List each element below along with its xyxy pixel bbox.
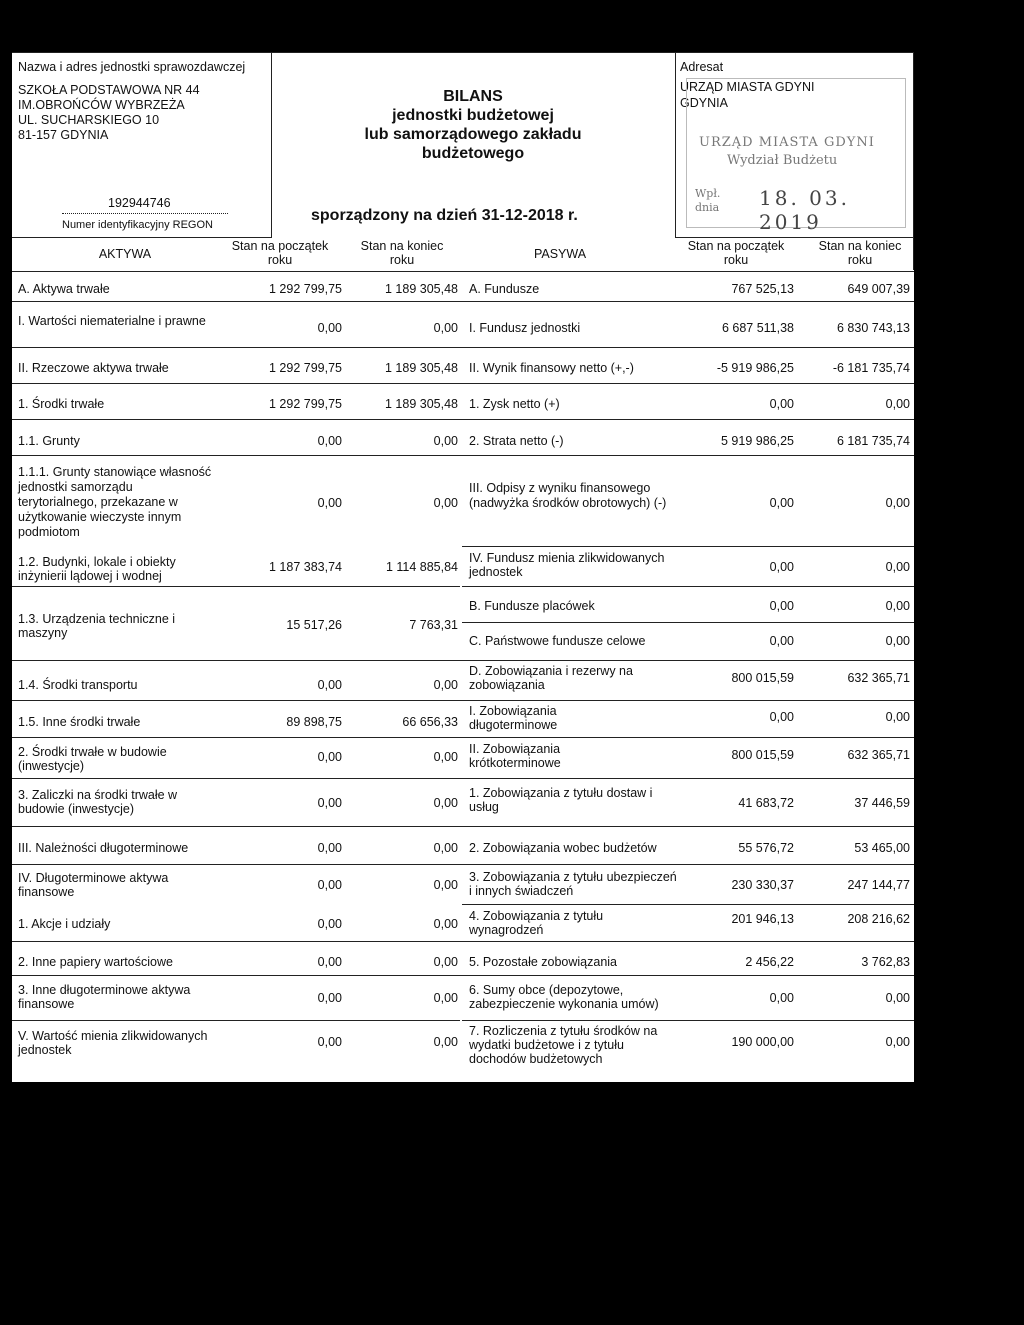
asset-end: 1 189 305,48 (385, 397, 458, 411)
row-separator (462, 904, 914, 905)
row-separator (12, 419, 914, 420)
asset-start: 1 292 799,75 (269, 282, 342, 296)
row-separator (12, 347, 914, 348)
liability-label: 1. Zobowiązania z tytułu dostaw i usług (469, 786, 653, 814)
asset-end: 0,00 (433, 496, 458, 510)
frame-top-line (12, 52, 914, 53)
asset-label: 3. Zaliczki na środki trwałe w budowie (inwestycje) (18, 788, 178, 816)
asset-label: II. Rzeczowe aktywa trwałe (18, 361, 169, 375)
row-separator (12, 1020, 460, 1021)
liability-end: -6 181 735,74 (832, 361, 910, 375)
addressee-label: Adresat (680, 60, 724, 74)
asset-start: 0,00 (317, 750, 342, 764)
document-subtitle-line1: jednostki budżetowej (392, 107, 554, 124)
asset-end: 0,00 (433, 678, 458, 692)
regon-dotted-line (62, 213, 228, 214)
liability-start: 767 525,13 (731, 282, 794, 296)
stamp-handwritten-date: 18. 03. 2019 (759, 186, 850, 234)
asset-label: A. Aktywa trwałe (18, 282, 110, 296)
asset-end: 1 189 305,48 (385, 282, 458, 296)
addressee-city: GDYNIA (680, 96, 728, 110)
liability-label: III. Odpisy z wyniku finansowego (nadwyżka środków obrotowych) (-) (469, 481, 667, 510)
asset-label: 1.1. Grunty (18, 434, 80, 448)
asset-start: 1 292 799,75 (269, 361, 342, 375)
aktywa-start-header: Stan na początek roku (231, 239, 329, 267)
row-separator (12, 975, 914, 976)
stamp-department: Wydział Budżetu (727, 153, 838, 168)
asset-end: 66 656,33 (402, 715, 458, 729)
row-separator (462, 546, 914, 547)
liability-start: 0,00 (769, 991, 794, 1005)
liability-end: 0,00 (885, 560, 910, 574)
liability-start: 0,00 (769, 496, 794, 510)
row-separator (12, 826, 914, 827)
liability-end: 37 446,59 (854, 796, 910, 810)
liability-end: 0,00 (885, 991, 910, 1005)
received-stamp (686, 78, 906, 234)
liability-start: 55 576,72 (738, 841, 794, 855)
asset-end: 1 189 305,48 (385, 361, 458, 375)
liability-start: 0,00 (769, 560, 794, 574)
document-subtitle-line2: lub samorządowego zakładu (364, 126, 582, 143)
asset-label: 1. Środki trwałe (18, 397, 105, 411)
regon-label: Numer identyfikacyjny REGON (62, 219, 213, 231)
liability-label: I. Fundusz jednostki (469, 321, 581, 335)
asset-start: 0,00 (317, 321, 342, 335)
liability-start: 0,00 (769, 599, 794, 613)
asset-end: 0,00 (433, 878, 458, 892)
asset-end: 0,00 (433, 917, 458, 931)
pasywa-start-header: Stan na początek roku (687, 239, 785, 267)
asset-end: 0,00 (433, 1035, 458, 1049)
liability-end: 208 216,62 (847, 912, 910, 926)
header-separator-line-right (676, 237, 914, 238)
frame-divider-right (675, 52, 676, 238)
liability-label: 1. Zysk netto (+) (469, 397, 560, 411)
pasywa-header: PASYWA (533, 247, 587, 261)
row-separator (12, 586, 460, 587)
liability-label: 5. Pozostałe zobowiązania (469, 955, 618, 969)
liability-label: C. Państwowe fundusze celowe (469, 634, 646, 648)
liability-label: D. Zobowiązania i rezerwy na zobowiązania (469, 664, 633, 692)
row-separator (12, 301, 914, 302)
entity-label: Nazwa i adres jednostki sprawozdawczej (18, 60, 246, 74)
asset-start: 15 517,26 (286, 618, 342, 632)
liability-start: 201 946,13 (731, 912, 794, 926)
frame-divider-left (271, 52, 272, 238)
pasywa-end-header: Stan na koniec roku (818, 239, 902, 267)
asset-label: 1.3. Urządzenia techniczne i maszyny (18, 612, 176, 640)
asset-end: 0,00 (433, 434, 458, 448)
liability-start: 800 015,59 (731, 671, 794, 685)
liability-start: 190 000,00 (731, 1035, 794, 1049)
liability-start: 0,00 (769, 397, 794, 411)
addressee-name: URZĄD MIASTA GDYNI (680, 80, 815, 94)
asset-label: 1.1.1. Grunty stanowiące własność jednostki samorządu terytorialnego, przekazane w użytkowanie wieczyste innym podmiotom (18, 465, 212, 539)
asset-label: I. Wartości niematerialne i prawne (18, 314, 206, 328)
liability-end: 6 830 743,13 (837, 321, 910, 335)
aktywa-header: AKTYWA (98, 247, 152, 261)
row-separator (12, 383, 914, 384)
asset-start: 0,00 (317, 841, 342, 855)
row-separator (12, 864, 914, 865)
liability-end: 3 762,83 (861, 955, 910, 969)
entity-name-line2: IM.OBROŃCÓW WYBRZEŻA (18, 98, 185, 112)
liability-end: 632 365,71 (847, 748, 910, 762)
asset-start: 0,00 (317, 1035, 342, 1049)
entity-name-line1: SZKOŁA PODSTAWOWA NR 44 (18, 83, 200, 97)
asset-label: 2. Inne papiery wartościowe (18, 955, 173, 969)
aktywa-end-header: Stan na koniec roku (360, 239, 444, 267)
liability-end: 0,00 (885, 397, 910, 411)
header-separator-line (12, 237, 272, 238)
stamp-office-name: URZĄD MIASTA GDYNI (699, 135, 875, 150)
liability-end: 0,00 (885, 710, 910, 724)
liability-start: 230 330,37 (731, 878, 794, 892)
liability-label: 4. Zobowiązania z tytułu wynagrodzeń (469, 909, 604, 937)
row-separator (12, 455, 914, 456)
liability-label: 2. Zobowiązania wobec budżetów (469, 841, 657, 855)
liability-label: IV. Fundusz mienia zlikwidowanych jednostek (469, 551, 665, 579)
liability-label: I. Zobowiązania długoterminowe (469, 704, 558, 732)
row-separator (12, 778, 914, 779)
asset-start: 0,00 (317, 878, 342, 892)
liability-end: 0,00 (885, 1035, 910, 1049)
liability-end: 6 181 735,74 (837, 434, 910, 448)
liability-label: A. Fundusze (469, 282, 540, 296)
liability-label: II. Wynik finansowy netto (+,-) (469, 361, 634, 375)
asset-start: 89 898,75 (286, 715, 342, 729)
liability-label: B. Fundusze placówek (469, 599, 595, 613)
asset-label: V. Wartość mienia zlikwidowanych jednostek (18, 1029, 208, 1057)
liability-end: 53 465,00 (854, 841, 910, 855)
liability-end: 0,00 (885, 634, 910, 648)
asset-label: 3. Inne długoterminowe aktywa finansowe (18, 983, 191, 1011)
asset-end: 0,00 (433, 321, 458, 335)
row-separator (462, 622, 914, 623)
asset-end: 0,00 (433, 841, 458, 855)
liability-label: 3. Zobowiązania z tytułu ubezpieczeń i innych świadczeń (469, 870, 677, 898)
liability-end: 649 007,39 (847, 282, 910, 296)
document-title: BILANS (443, 88, 503, 105)
liability-label: 2. Strata netto (-) (469, 434, 564, 448)
regon-number: 192944746 (108, 196, 171, 210)
row-separator (12, 941, 914, 942)
asset-start: 0,00 (317, 434, 342, 448)
liability-end: 0,00 (885, 599, 910, 613)
report-date: sporządzony na dzień 31-12-2018 r. (311, 207, 578, 224)
asset-label: 1. Akcje i udziały (18, 917, 111, 931)
asset-start: 0,00 (317, 796, 342, 810)
asset-label: 2. Środki trwałe w budowie (inwestycje) (18, 745, 167, 773)
liability-label: 7. Rozliczenia z tytułu środków na wydatki budżetowe i z tytułu dochodów budżetowych (469, 1024, 658, 1066)
asset-end: 0,00 (433, 991, 458, 1005)
row-separator (462, 586, 914, 587)
liability-end: 0,00 (885, 496, 910, 510)
asset-end: 7 763,31 (409, 618, 458, 632)
asset-label: 1.4. Środki transportu (18, 678, 138, 692)
asset-end: 0,00 (433, 750, 458, 764)
liability-label: II. Zobowiązania krótkoterminowe (469, 742, 561, 770)
entity-city-line: 81-157 GDYNIA (18, 128, 109, 142)
row-separator (12, 660, 914, 661)
document-subtitle-line3: budżetowego (421, 145, 525, 162)
asset-end: 1 114 885,84 (385, 560, 458, 574)
liability-end: 247 144,77 (847, 878, 910, 892)
asset-start: 0,00 (317, 991, 342, 1005)
asset-label: IV. Długoterminowe aktywa finansowe (18, 871, 169, 899)
asset-start: 1 187 383,74 (269, 560, 342, 574)
liability-start: 800 015,59 (731, 748, 794, 762)
liability-start: 2 456,22 (745, 955, 794, 969)
asset-label: 1.2. Budynki, lokale i obiekty inżynierii lądowej i wodnej (18, 555, 176, 583)
row-separator (12, 700, 914, 701)
asset-label: 1.5. Inne środki trwałe (18, 715, 141, 729)
entity-address-line: UL. SUCHARSKIEGO 10 (18, 113, 160, 127)
column-header-bottom-line (12, 271, 914, 272)
asset-start: 0,00 (317, 496, 342, 510)
row-separator (462, 1020, 914, 1021)
liability-start: 6 687 511,38 (721, 321, 794, 335)
stamp-dnia-label: dnia (695, 201, 720, 214)
asset-start: 0,00 (317, 917, 342, 931)
liability-start: 41 683,72 (738, 796, 794, 810)
asset-label: III. Należności długoterminowe (18, 841, 189, 855)
row-separator (12, 737, 914, 738)
asset-start: 0,00 (317, 955, 342, 969)
asset-end: 0,00 (433, 955, 458, 969)
asset-end: 0,00 (433, 796, 458, 810)
liability-start: -5 919 986,25 (716, 361, 794, 375)
asset-start: 1 292 799,75 (269, 397, 342, 411)
liability-label: 6. Sumy obce (depozytowe, zabezpieczenie wykonania umów) (469, 983, 659, 1011)
liability-start: 0,00 (769, 710, 794, 724)
liability-start: 0,00 (769, 634, 794, 648)
stamp-wpl-label: Wpł. (695, 187, 721, 200)
liability-end: 632 365,71 (847, 671, 910, 685)
liability-start: 5 919 986,25 (721, 434, 794, 448)
asset-start: 0,00 (317, 678, 342, 692)
